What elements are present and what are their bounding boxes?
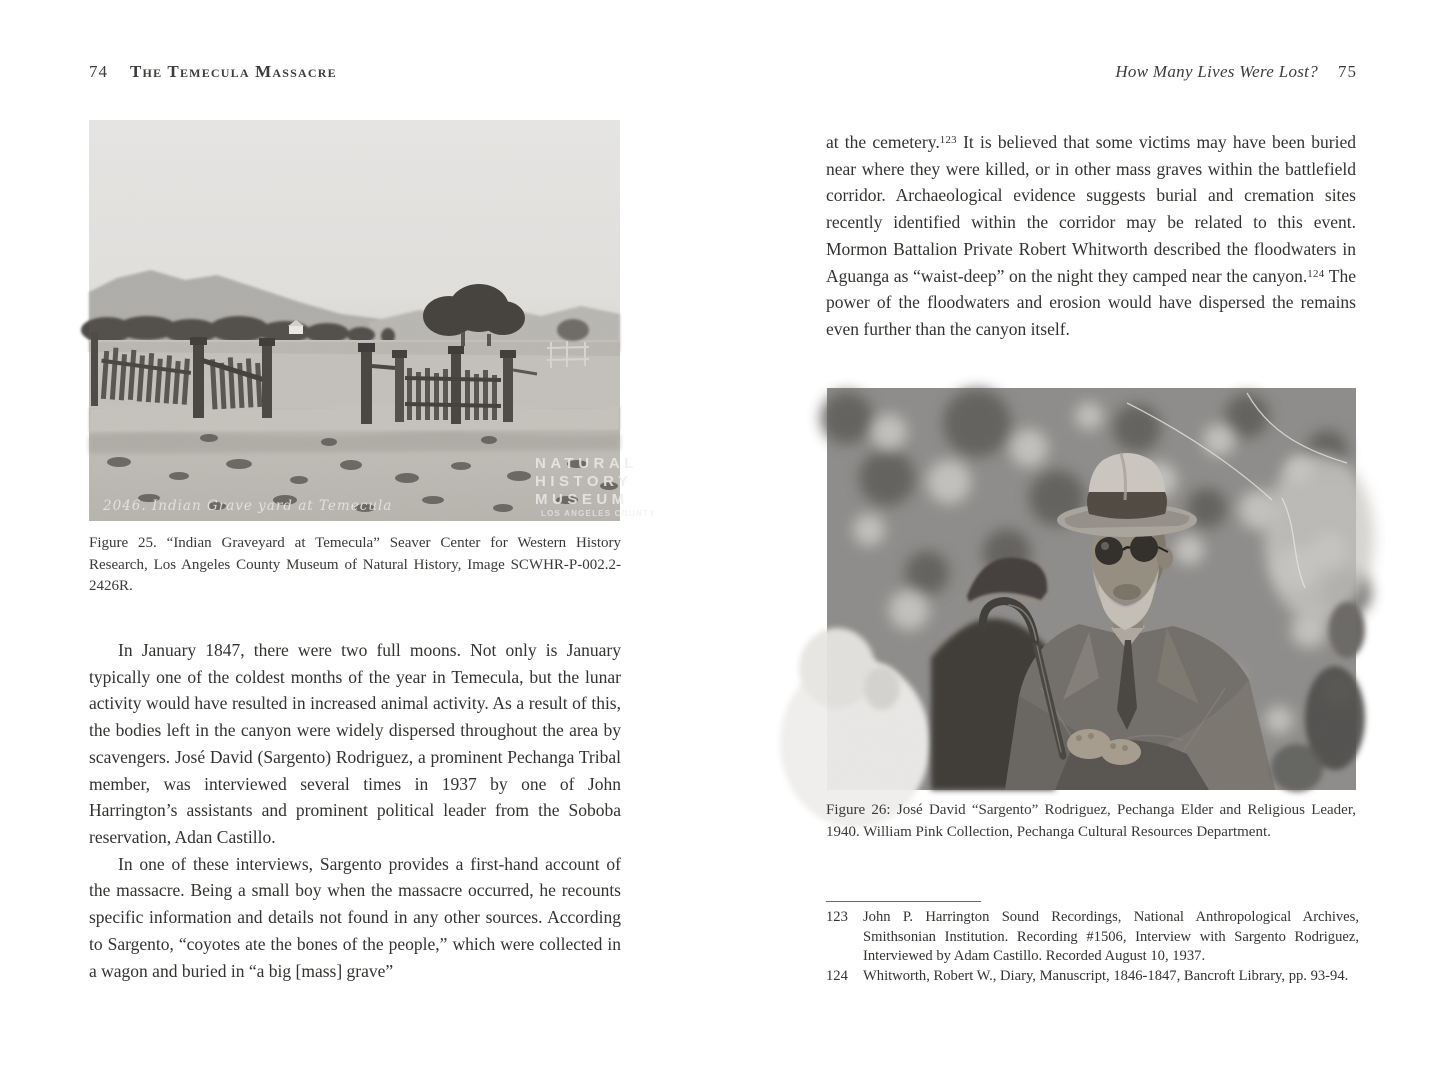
body-segment: The power of the floodwaters and erosion would have dispersed the remains even further than the canyon itself.: [826, 265, 1356, 340]
svg-text:HISTORY: HISTORY: [535, 473, 633, 490]
paragraph: [826, 129, 1356, 343]
figure-25-caption: Figure 25. “Indian Graveyard at Temecula” Seaver Center for Western History Research, Los Angeles County Museum of Natural History, Image SCWHR-P-002.2-2426R.: [89, 535, 621, 595]
footnote-number: 124: [826, 967, 848, 984]
svg-text:NATURAL: NATURAL: [535, 455, 638, 472]
figure-26-caption: Figure 26: José David “Sargento” Rodriguez, Pechanga Elder and Religious Leader, 1940. William Pink Collection, Pechanga Cultural Resources Department.: [826, 802, 1356, 840]
right-page-number: 75: [1338, 62, 1357, 81]
left-page-number: 74: [89, 62, 108, 81]
footnotes: [826, 908, 1359, 987]
footnote-123: [826, 908, 1359, 967]
right-running-header: [797, 62, 1357, 82]
svg-text:MUSEUM: MUSEUM: [535, 491, 629, 508]
footnote-ref-124: 124: [1307, 267, 1325, 280]
right-body-text: [826, 129, 1356, 343]
left-running-title: The Temecula Massacre: [130, 62, 337, 81]
left-body-text: [89, 637, 621, 984]
photo-handwritten-label: 2046. Indian Grave yard at Temecula: [103, 498, 393, 514]
footnote-number: 123: [826, 909, 848, 925]
footnote-text: Whitworth, Robert W., Diary, Manuscript, 1846-1847, Bancroft Library, pp. 93-94.: [863, 967, 1349, 984]
footnote-124: [826, 967, 1359, 987]
sargento-portrait-photo: [827, 388, 1356, 790]
paragraph: In January 1847, there were two full moons. Not only is January typically one of the coldest months of the year in Temecula, but the lunar activity would have resulted in increased animal activity. As a result of this, the bodies left in the canyon were widely dispersed throughout the area by scavengers. José David (Sargento) Rodriguez, a prominent Pechanga Tribal member, was interviewed several times in 1937 by one of John Harrington’s assistants and prominent political leader from the Soboba reservation, Adan Castillo.: [89, 640, 621, 848]
left-running-header: [89, 62, 629, 82]
footnote-rule: [826, 901, 981, 902]
footnote-text: John P. Harrington Sound Recordings, National Anthropological Archives, Smithsonian Institution. Recording #1506, Interview with Sargento Rodriguez, Interviewed by Adam Castillo. Recorded August 10, 1937.: [863, 909, 1359, 965]
body-segment: at the cemetery.: [826, 132, 940, 152]
body-segment: It is believed that some victims may have been buried near where they were killed, or in other mass graves within the battlefield corridor. Archaeological evidence suggests burial and cremation sites recently identified within the corridor may be related to this event. Mormon Battalion Private Robert Whitworth described the floodwaters in Aguanga as “waist-deep” on the night they camped near the canyon.: [826, 132, 1356, 286]
right-running-title: How Many Lives Were Lost?: [1115, 62, 1318, 81]
paragraph: In one of these interviews, Sargento provides a first-hand account of the massacre. Being a small boy when the massacre occurred, he recounts specific information and details not found in any other sources. According to Sargento, “coyotes ate the bones of the people,” which were collected in a wagon and buried in “a big [mass] grave”: [89, 853, 621, 981]
graveyard-photo: [89, 120, 656, 521]
svg-text:LOS ANGELES COUNTY: LOS ANGELES COUNTY: [541, 509, 656, 518]
footnote-ref-123: 123: [939, 134, 957, 147]
